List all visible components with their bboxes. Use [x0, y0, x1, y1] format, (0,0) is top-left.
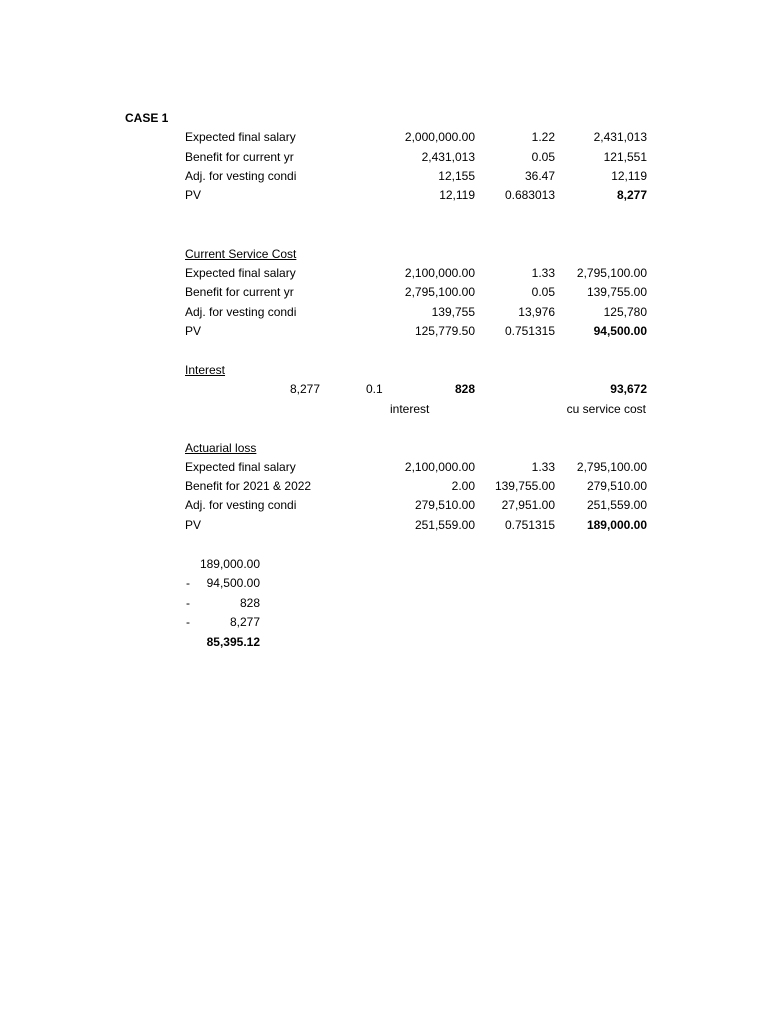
cell-v1: 2,000,000.00 [404, 130, 475, 144]
current-service-cost-value: 93,672 [610, 382, 647, 396]
cell-v3: 2,431,013 [593, 130, 647, 144]
interest-label: interest [390, 402, 430, 416]
cell-v3: 279,510.00 [586, 479, 647, 493]
row-label: PV [185, 188, 202, 202]
cell-v1: 12,119 [439, 188, 475, 202]
calc-start: 189,000.00 [199, 557, 260, 571]
row-label: Benefit for current yr [185, 150, 294, 164]
row-label: Expected final salary [185, 130, 296, 144]
row-label: Adj. for vesting condi [185, 498, 297, 512]
cell-v1: 2,431,013 [421, 150, 475, 164]
calc-value: 8,277 [229, 615, 260, 629]
cell-v3: 2,795,100.00 [576, 460, 647, 474]
cell-v1: 251,559.00 [414, 518, 475, 532]
cell-v2: 36.47 [524, 169, 555, 183]
section-heading: Actuarial loss [185, 441, 257, 455]
cell-v3-total: 94,500.00 [593, 324, 647, 338]
row-label: PV [185, 518, 202, 532]
interest-value: 828 [454, 382, 475, 396]
cell-v1: 139,755 [431, 305, 475, 319]
cell-v3: 251,559.00 [586, 498, 647, 512]
cell-v1: 125,779.50 [414, 324, 475, 338]
section-heading: Interest [185, 363, 226, 377]
calc-sign: - [186, 615, 190, 629]
cell-v2: 0.751315 [504, 518, 555, 532]
cell-v1: 279,510.00 [414, 498, 475, 512]
cell-v2: 13,976 [518, 305, 555, 319]
cell-v2: 0.05 [531, 150, 555, 164]
cell-v2: 1.33 [531, 460, 555, 474]
row-label: Expected final salary [185, 460, 296, 474]
calc-result: 85,395.12 [206, 635, 260, 649]
cell-v2: 0.751315 [504, 324, 555, 338]
cell-v3: 2,795,100.00 [576, 266, 647, 280]
cell-v1: 2.00 [451, 479, 475, 493]
calc-sign: - [186, 576, 190, 590]
cell-v2: 0.05 [531, 285, 555, 299]
row-label: Adj. for vesting condi [185, 305, 297, 319]
interest-rate: 0.1 [366, 382, 383, 396]
cell-v2: 1.33 [531, 266, 555, 280]
cell-v2: 27,951.00 [501, 498, 555, 512]
cell-v3: 121,551 [603, 150, 647, 164]
calc-value: 94,500.00 [206, 576, 260, 590]
row-label: Adj. for vesting condi [185, 169, 297, 183]
row-label: PV [185, 324, 202, 338]
cell-v1: 2,100,000.00 [404, 266, 475, 280]
calc-sign: - [186, 596, 190, 610]
row-label: Benefit for 2021 & 2022 [185, 479, 312, 493]
section-heading: Current Service Cost [185, 247, 297, 261]
cell-v3-total: 189,000.00 [586, 518, 647, 532]
case-title: CASE 1 [125, 111, 169, 125]
cell-v3: 125,780 [603, 305, 647, 319]
row-label: Expected final salary [185, 266, 296, 280]
cell-v1: 2,100,000.00 [404, 460, 475, 474]
row-label: Benefit for current yr [185, 285, 294, 299]
cell-v3-total: 8,277 [616, 188, 647, 202]
calc-value: 828 [239, 596, 260, 610]
cell-v3: 12,119 [611, 169, 647, 183]
cell-v2: 0.683013 [504, 188, 555, 202]
cell-v3: 139,755.00 [586, 285, 647, 299]
interest-base: 8,277 [289, 382, 320, 396]
cell-v2: 139,755.00 [494, 479, 555, 493]
cell-v1: 2,795,100.00 [404, 285, 475, 299]
cell-v1: 12,155 [438, 169, 475, 183]
cell-v2: 1.22 [531, 130, 555, 144]
current-service-cost-label: cu service cost [566, 402, 646, 416]
